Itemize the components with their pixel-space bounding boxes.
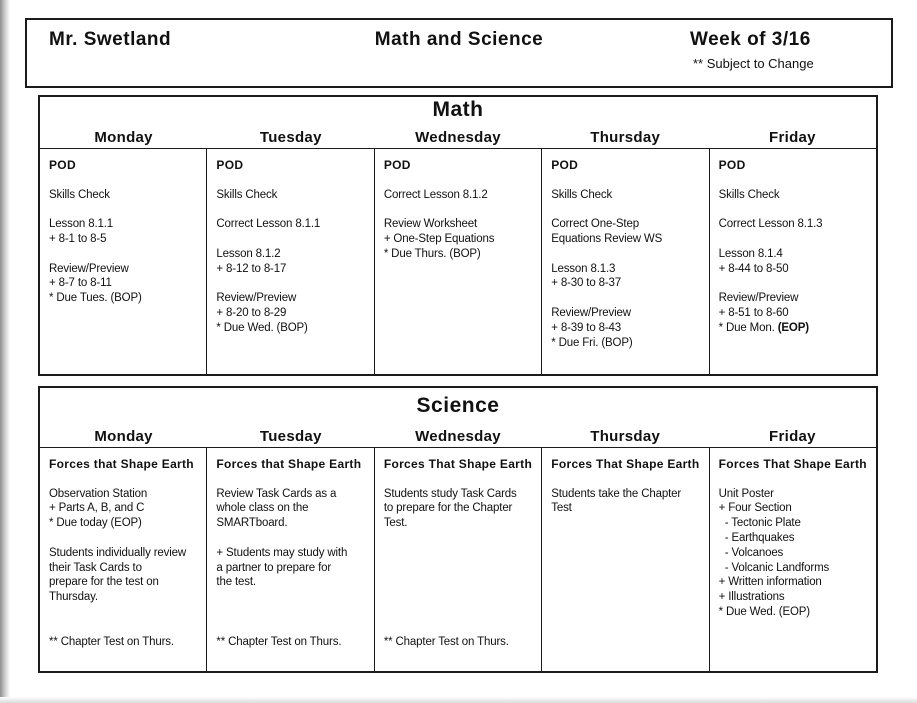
cell-text-line [384, 472, 541, 487]
math-cell-monday-title: POD [49, 158, 76, 172]
cell-text-line: + 8-1 to 8-5 [49, 232, 107, 245]
week-label: Week of 3/16 [690, 29, 811, 50]
cell-text-line [49, 247, 206, 262]
page-title: Math and Science [374, 29, 544, 50]
cell-text-line [719, 232, 876, 247]
cell-text-line: * Due today (EOP) [49, 517, 142, 530]
cell-text-line [719, 472, 876, 487]
cell-text-line [719, 276, 876, 291]
cell-text-line: Correct One-Step [551, 218, 639, 231]
cell-text-line [216, 531, 373, 546]
cell-text-line: Lesson 8.1.1 [49, 218, 114, 231]
cell-text-line [384, 531, 541, 546]
cell-text-line: Review Task Cards as a [216, 487, 337, 500]
cell-text-line [49, 620, 206, 635]
science-cell-wednesday [375, 448, 542, 671]
cell-text-line [551, 247, 708, 262]
cell-text-line: Lesson 8.1.2 [216, 247, 281, 260]
cell-text-line: Skills Check [551, 188, 613, 201]
math-cell-thursday [542, 149, 709, 374]
cell-text-line [216, 276, 373, 291]
cell-text-line [216, 590, 373, 605]
science-cell-monday [40, 448, 207, 671]
science-cell-thursday-title: Forces That Shape Earth [551, 457, 700, 471]
cell-text-line: + 8-51 to 8-60 [718, 306, 789, 319]
cell-text-line [384, 620, 541, 635]
cell-text-line [49, 531, 206, 546]
page-bottom-shadow [0, 697, 917, 703]
cell-text-line: + Four Section [718, 502, 792, 515]
math-cells-row [40, 149, 876, 374]
science-day-header-wednesday: Wednesday [415, 428, 501, 445]
science-cell-friday [710, 448, 876, 671]
math-cell-tuesday-title: POD [216, 158, 244, 172]
cell-text-line [551, 472, 708, 487]
science-day-header-tuesday: Tuesday [259, 428, 322, 445]
cell-text-line [384, 173, 541, 188]
cell-text-line: Review Worksheet [383, 218, 478, 231]
cell-text-line: ** Chapter Test on Thurs. [49, 635, 174, 648]
cell-text-line: - Volcanic Landforms [718, 561, 830, 574]
cell-text-line [216, 605, 373, 620]
cell-text-line: - Volcanoes [718, 546, 784, 559]
cell-text-line: - Earthquakes [718, 531, 795, 544]
science-cell-tuesday-title: Forces that Shape Earth [216, 457, 362, 471]
cell-text-line: Skills Check [216, 188, 278, 201]
cell-text-line: Review/Preview [49, 262, 129, 275]
cell-text-line: + 8-30 to 8-37 [551, 277, 622, 290]
cell-text-line: + 8-39 to 8-43 [551, 321, 622, 334]
cell-text-line [49, 472, 206, 487]
cell-text-line: + Illustrations [718, 591, 785, 604]
cell-text-line [49, 173, 206, 188]
math-day-header-monday: Monday [94, 129, 153, 146]
science-cell-friday-title: Forces That Shape Earth [718, 457, 867, 471]
science-cell-monday-title: Forces that Shape Earth [49, 457, 194, 471]
cell-text-line [216, 232, 373, 247]
cell-text-line [384, 575, 541, 590]
math-day-header-row [40, 128, 876, 147]
cell-text-line: a partner to prepare for [216, 561, 332, 574]
cell-text-line: to prepare for the Chapter [383, 502, 513, 515]
cell-text-line: Equations Review WS [551, 232, 663, 245]
math-table [38, 95, 878, 376]
cell-text-line: Review/Preview [551, 306, 631, 319]
cell-text-line [384, 590, 541, 605]
cell-text-line: Unit Poster [718, 487, 774, 500]
cell-text-line: + 8-7 to 8-11 [49, 277, 112, 290]
cell-text-line: + Parts A, B, and C [49, 502, 145, 515]
cell-text-line: Review/Preview [216, 292, 297, 305]
cell-text-line [216, 472, 373, 487]
cell-text-line: Observation Station [49, 487, 148, 500]
cell-text-line [719, 173, 876, 188]
cell-text-line: Students study Task Cards [383, 487, 517, 500]
cell-text-line: Lesson 8.1.3 [551, 262, 616, 275]
science-table [38, 386, 878, 673]
cell-text-line [384, 202, 541, 217]
cell-text-line: whole class on the [216, 502, 309, 515]
cell-text-line: Students take the Chapter [551, 487, 682, 500]
cell-text-line [551, 202, 708, 217]
cell-text-line: ** Chapter Test on Thurs. [383, 635, 509, 648]
science-day-header-row [40, 427, 876, 446]
cell-text-line: * Due Fri. (BOP) [551, 336, 633, 349]
math-cell-friday [710, 149, 876, 374]
cell-text-line: + One-Step Equations [383, 232, 495, 245]
cell-text-line [384, 561, 541, 576]
cell-text-line: Review/Preview [718, 292, 799, 305]
math-day-header-tuesday: Tuesday [259, 129, 322, 146]
cell-text-line: Test. [383, 517, 408, 530]
header-box [25, 18, 893, 88]
cell-text-line: Correct Lesson 8.1.2 [383, 188, 488, 201]
cell-text-line: Skills Check [49, 188, 110, 201]
cell-text-line [384, 605, 541, 620]
cell-text-line: + 8-20 to 8-29 [216, 306, 287, 319]
math-cell-wednesday [375, 149, 542, 374]
math-day-header-wednesday: Wednesday [415, 129, 501, 146]
cell-text-line: + 8-12 to 8-17 [216, 262, 287, 275]
cell-text-line: Lesson 8.1.4 [718, 247, 783, 260]
cell-text-line: * Due Tues. (BOP) [49, 292, 142, 305]
science-table-title: Science [416, 394, 500, 417]
science-day-header-friday: Friday [769, 428, 816, 445]
cell-text-line: Correct Lesson 8.1.1 [216, 218, 321, 231]
math-cell-wednesday-title: POD [383, 158, 411, 172]
cell-text-line [216, 620, 373, 635]
cell-text-line: - Tectonic Plate [718, 517, 801, 530]
cell-text-line: * Due Thurs. (BOP) [383, 247, 481, 260]
cell-text-line: + Students may study with [216, 546, 348, 559]
cell-text-line [49, 202, 206, 217]
teacher-name: Mr. Swetland [49, 29, 172, 50]
math-cell-thursday-title: POD [551, 158, 579, 172]
science-table-header [40, 388, 876, 448]
subject-to-change-note: ** Subject to Change [693, 56, 814, 71]
cell-text-line: their Task Cards to [49, 561, 142, 574]
cell-text-line: * Due Wed. (EOP) [718, 605, 810, 618]
math-cell-friday-title: POD [718, 158, 746, 172]
science-cell-wednesday-title: Forces That Shape Earth [383, 457, 533, 471]
math-cell-tuesday [207, 149, 374, 374]
math-day-header-friday: Friday [769, 129, 816, 146]
cell-text-line [216, 202, 373, 217]
math-cell-monday [40, 149, 207, 374]
science-day-header-thursday: Thursday [590, 428, 661, 445]
math-table-title: Math [432, 98, 484, 121]
cell-text-line: prepare for the test on [49, 576, 159, 589]
cell-text-line [551, 173, 708, 188]
cell-text-line: the test. [216, 576, 256, 589]
science-cells-row [40, 448, 876, 671]
cell-text-line [216, 173, 373, 188]
cell-text-line: Correct Lesson 8.1.3 [718, 218, 823, 231]
cell-text-line [551, 291, 708, 306]
cell-text-line: ** Chapter Test on Thurs. [216, 635, 342, 648]
cell-text-line: * Due Wed. (BOP) [216, 321, 308, 334]
cell-text-line: Test [551, 502, 572, 515]
cell-text-line [49, 605, 206, 620]
math-table-header [40, 97, 876, 149]
cell-text-line: * Due Mon. (EOP) [718, 321, 809, 334]
page-edge-shadow [0, 0, 10, 703]
science-cell-tuesday [207, 448, 374, 671]
cell-text-line: SMARTboard. [216, 517, 288, 530]
cell-text-line: + Written information [718, 576, 822, 589]
science-day-header-monday: Monday [94, 428, 153, 445]
cell-text-line [719, 202, 876, 217]
cell-text-line [384, 546, 541, 561]
cell-text-line: Thursday. [49, 591, 98, 604]
cell-text-line: + 8-44 to 8-50 [718, 262, 789, 275]
cell-text-line: Students individually review [49, 546, 187, 559]
math-day-header-thursday: Thursday [590, 129, 661, 146]
cell-text-line: Skills Check [718, 188, 780, 201]
science-cell-thursday [542, 448, 709, 671]
